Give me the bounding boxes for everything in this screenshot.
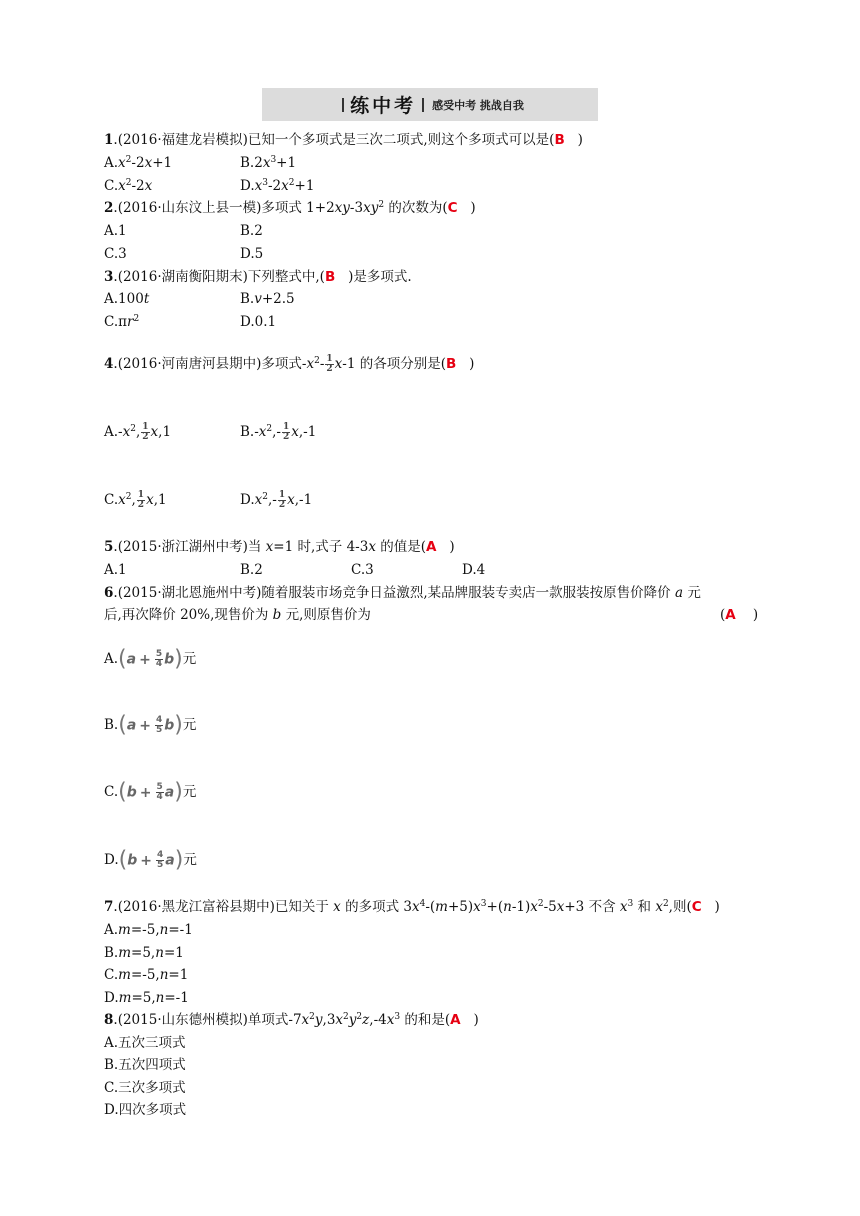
q4-option-d: $D.x^2,-$ $\frac{1}{2}$ x,-1	[240, 490, 313, 510]
answer-3: B	[324, 269, 336, 285]
q8-option-c: C.三次多项式	[104, 1080, 186, 1096]
q6-option-b-expression: (a + $\frac{4}{5}$ b)	[118, 712, 183, 738]
q1-option-d: $D.x^3-2x^2+1$	[240, 178, 315, 194]
q8-option-b: B.五次四项式	[104, 1057, 186, 1073]
q5-option-b: B.2	[240, 562, 263, 578]
question-3-stem: 3.(2016·湖南衡阳期末)下列整式中,(B )是多项式.	[104, 269, 412, 285]
q8-option-d: D.四次多项式	[104, 1102, 187, 1118]
q7-option-a: A.m=-5,n=-1	[104, 922, 193, 938]
q8-option-a: A.五次三项式	[104, 1035, 186, 1051]
q6-option-b: B.(a + $\frac{4}{5}$ b)元	[104, 712, 197, 738]
fraction-half: $\frac{1}{2}$	[142, 422, 149, 442]
question-7-stem: 7.(2016·黑龙江富裕县期中)已知关于 x 的多项式 $3x^4-(m+5)x^3+(n-1)x^2-5x+3$ 不含 $x^3$ 和 $x^2$,则(C )	[104, 899, 720, 915]
q5-option-a: A.1	[104, 562, 127, 578]
answer-1: B	[554, 132, 565, 148]
q7-option-b: B.m=5,n=1	[104, 945, 184, 961]
q3-option-c: $C.\pi r^2$	[104, 314, 140, 330]
q4-option-b: $B.-x^2,-$ $\frac{1}{2}$ x,-1	[240, 422, 317, 442]
question-5-stem: 5.(2015·浙江湖州中考)当 x=1 时,式子 4-3x 的值是(A )	[104, 539, 455, 555]
banner-title: 练中考	[350, 95, 417, 117]
q6-option-c-expression: (b + $\frac{5}{4}$ a)	[118, 779, 183, 805]
banner-right-bar	[422, 98, 424, 112]
q5-option-c: C.3	[351, 562, 374, 578]
fraction-half: $\frac{1}{2}$	[326, 354, 333, 374]
q2-option-a: A.1	[104, 223, 127, 239]
q3-option-a: A.100t	[104, 291, 150, 307]
q2-option-c: C.3	[104, 246, 127, 262]
q4-option-c: $C.x^2$, $\frac{1}{2}$ x,1	[104, 490, 167, 510]
q2-option-d: D.5	[240, 246, 264, 262]
question-4-stem: 4.(2016·河南唐河县期中)多项式$-x^2-$ $\frac{1}{2}$ x-1 的各项分别是(B )	[104, 354, 475, 374]
q6-option-d: D.(b + $\frac{4}{5}$ a)元	[104, 847, 197, 873]
answer-5: A	[426, 539, 437, 555]
q1-option-c: $C.x^2-2x$	[104, 178, 153, 194]
question-1-stem: 1.(2016·福建龙岩模拟)已知一个多项式是三次二项式,则这个多项式可以是(B )	[104, 132, 583, 148]
q7-option-d: D.m=5,n=-1	[104, 990, 189, 1006]
q4-option-a: $A.-x^2$, $\frac{1}{2}$ x,1	[104, 422, 172, 442]
q1-option-a: $A.x^2-2x+1$	[104, 155, 173, 171]
q6-option-a-expression: (a + $\frac{5}{4}$ b)	[118, 646, 183, 672]
answer-7: C	[691, 899, 702, 915]
answer-2: C	[447, 200, 458, 216]
section-banner	[262, 88, 598, 121]
q5-option-d: D.4	[462, 562, 486, 578]
q6-option-d-expression: (b + $\frac{4}{5}$ a)	[118, 847, 184, 873]
q1-option-b: $B.2x^3+1$	[240, 155, 297, 171]
answer-6-bracket: (A )	[720, 607, 759, 623]
q3-option-b: B.v+2.5	[240, 291, 295, 307]
question-8-stem: 8.(2015·山东德州模拟)单项式$-7x^2y,3x^2y^2z,-4x^3$ 的和是(A )	[104, 1012, 479, 1028]
fraction-half: $\frac{1}{2}$	[137, 490, 145, 510]
question-2-stem: 2.(2016·山东汶上县一模)多项式 $1+2xy-3xy^2$ 的次数为(C )	[104, 200, 476, 216]
q2-option-b: B.2	[240, 223, 263, 239]
q3-option-d: D.0.1	[240, 314, 277, 330]
q6-option-a: A.(a + $\frac{5}{4}$ b)元	[104, 646, 197, 672]
question-6-stem-line2: 后,再次降价 20%,现售价为 b 元,则原售价为	[104, 607, 371, 623]
answer-8: A	[450, 1012, 461, 1028]
banner-subtitle: 感受中考 挑战自我	[432, 98, 524, 112]
answer-4: B	[445, 356, 457, 372]
question-6-stem: 6.(2015·湖北恩施州中考)随着服装市场竞争日益激烈,某品牌服装专卖店一款服装按原售价降价 a 元	[104, 585, 701, 601]
fraction-half: $\frac{1}{2}$	[283, 422, 290, 442]
answer-6: A	[725, 607, 736, 623]
fraction-half: $\frac{1}{2}$	[278, 490, 286, 510]
q6-option-c: C.(b + $\frac{5}{4}$ a)元	[104, 779, 197, 805]
q7-option-c: C.m=-5,n=1	[104, 967, 189, 983]
banner-left-bar	[342, 98, 344, 112]
